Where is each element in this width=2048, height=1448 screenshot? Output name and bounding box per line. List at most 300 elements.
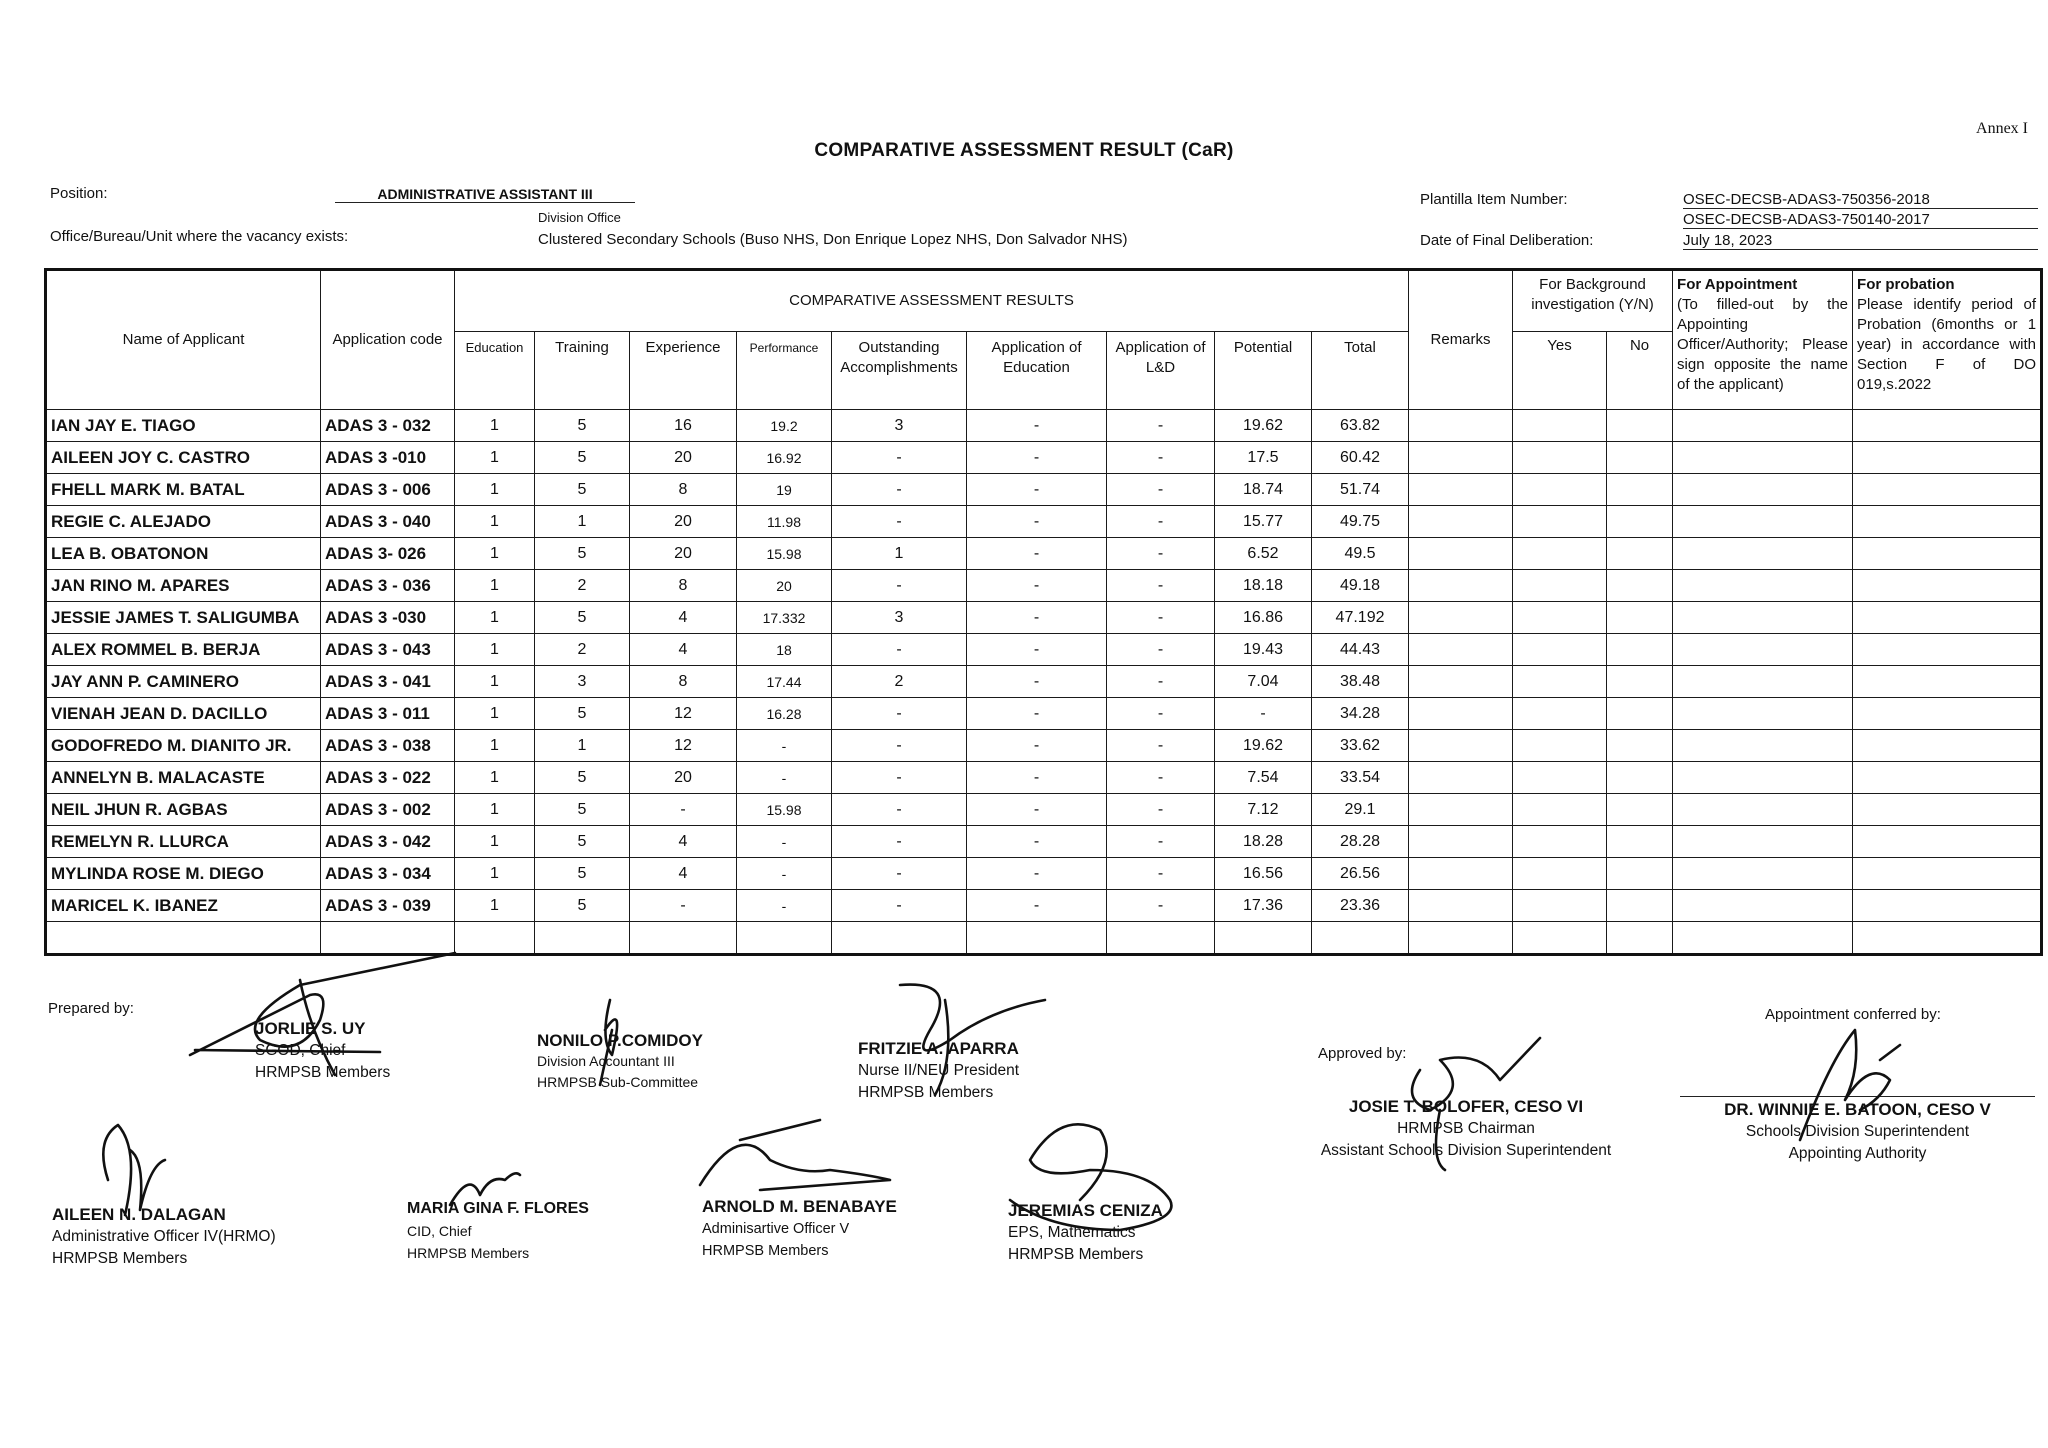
cell-yes	[1513, 474, 1607, 506]
table-row	[46, 666, 2042, 698]
cell-performance: 17.44	[737, 666, 832, 698]
cell-potential: 7.54	[1215, 762, 1312, 794]
cell-remarks	[1409, 730, 1513, 762]
cell-yes	[1513, 570, 1607, 602]
signatory-benabaye	[702, 1196, 897, 1262]
cell-name: VIENAH JEAN D. DACILLO	[46, 698, 321, 730]
cell-training: 5	[535, 602, 630, 634]
cell-name: GODOFREDO M. DIANITO JR.	[46, 730, 321, 762]
col-probation-header	[1853, 270, 2042, 410]
cell-total: 63.82	[1312, 410, 1409, 442]
cell-yes	[1513, 762, 1607, 794]
cell-total: 28.28	[1312, 826, 1409, 858]
cell-appointment	[1673, 602, 1853, 634]
signatory-title: Division Accountant III	[537, 1053, 675, 1069]
cell-yes	[1513, 794, 1607, 826]
cell-training: 5	[535, 794, 630, 826]
cell-experience: 20	[630, 442, 737, 474]
cell-experience: 4	[630, 634, 737, 666]
cell-outstanding: 1	[832, 538, 967, 570]
cell-app-education: -	[967, 762, 1107, 794]
cell-education: 1	[455, 442, 535, 474]
cell-app-ld: -	[1107, 698, 1215, 730]
cell-code: ADAS 3 - 043	[321, 634, 455, 666]
cell-name: FHELL MARK M. BATAL	[46, 474, 321, 506]
cell-outstanding: -	[832, 826, 967, 858]
table-row	[46, 634, 2042, 666]
appointment-text: (To filled-out by the Appointing Officer/Authority; Please sign opposite the name of the applicant)	[1677, 296, 1849, 393]
col-code-header: Application code	[321, 270, 455, 410]
col-appointment-header	[1673, 270, 1853, 410]
cell-education	[455, 922, 535, 955]
cell-potential: 16.56	[1215, 858, 1312, 890]
cell-remarks	[1409, 890, 1513, 922]
position-label: Position:	[50, 185, 108, 202]
cell-outstanding: -	[832, 474, 967, 506]
cell-yes	[1513, 442, 1607, 474]
cell-yes	[1513, 506, 1607, 538]
cell-training: 5	[535, 410, 630, 442]
cell-appointment	[1673, 634, 1853, 666]
table-row	[46, 890, 2042, 922]
cell-name: REMELYN R. LLURCA	[46, 826, 321, 858]
cell-code: ADAS 3 - 041	[321, 666, 455, 698]
cell-outstanding: -	[832, 890, 967, 922]
cell-probation	[1853, 666, 2042, 698]
cell-experience: 16	[630, 410, 737, 442]
prepared-by-label: Prepared by:	[48, 1000, 134, 1017]
deliberation-date: July 18, 2023	[1683, 232, 2038, 250]
appointment-title: For Appointment	[1677, 276, 1798, 293]
signatory-role: HRMPSB Members	[255, 1064, 391, 1081]
cell-probation	[1853, 730, 2042, 762]
table-body	[46, 410, 2042, 955]
cell-outstanding	[832, 922, 967, 955]
cell-training: 5	[535, 858, 630, 890]
cell-outstanding: 3	[832, 410, 967, 442]
cell-no	[1607, 922, 1673, 955]
col-education-header: Education	[455, 332, 535, 410]
cell-education: 1	[455, 666, 535, 698]
cell-app-ld: -	[1107, 890, 1215, 922]
cell-appointment	[1673, 570, 1853, 602]
cell-app-education: -	[967, 794, 1107, 826]
cell-total: 44.43	[1312, 634, 1409, 666]
cell-probation	[1853, 474, 2042, 506]
cell-experience: 4	[630, 826, 737, 858]
cell-total: 51.74	[1312, 474, 1409, 506]
signatory-role: HRMPSB Members	[702, 1243, 829, 1259]
cell-app-education: -	[967, 826, 1107, 858]
cell-potential: 18.18	[1215, 570, 1312, 602]
cell-appointment	[1673, 826, 1853, 858]
table-row	[46, 410, 2042, 442]
cell-performance: 11.98	[737, 506, 832, 538]
cell-appointment	[1673, 538, 1853, 570]
cell-no	[1607, 634, 1673, 666]
signatory-name: NONILO P.COMIDOY	[537, 1031, 703, 1050]
cell-app-education: -	[967, 410, 1107, 442]
cell-total: 38.48	[1312, 666, 1409, 698]
cell-appointment	[1673, 890, 1853, 922]
cell-performance: 18	[737, 634, 832, 666]
cell-no	[1607, 570, 1673, 602]
cell-total: 49.18	[1312, 570, 1409, 602]
signatory-title: Schools Division Superintendent	[1745, 1123, 1970, 1140]
cell-app-ld: -	[1107, 762, 1215, 794]
cell-app-education: -	[967, 506, 1107, 538]
cell-performance: -	[737, 858, 832, 890]
col-total-header: Total	[1312, 332, 1409, 410]
cell-experience	[630, 922, 737, 955]
col-background-header: For Background investigation (Y/N)	[1513, 270, 1673, 332]
plantilla-item-1: OSEC-DECSB-ADAS3-750356-2018	[1683, 191, 2038, 209]
col-remarks-header: Remarks	[1409, 270, 1513, 410]
cell-outstanding: -	[832, 506, 967, 538]
cell-training	[535, 922, 630, 955]
table-row	[46, 538, 2042, 570]
cell-app-education: -	[967, 858, 1107, 890]
cell-probation	[1853, 858, 2042, 890]
cell-probation	[1853, 794, 2042, 826]
cell-app-ld: -	[1107, 730, 1215, 762]
cell-potential: 17.36	[1215, 890, 1312, 922]
signatory-name: AILEEN N. DALAGAN	[52, 1205, 226, 1224]
cell-education: 1	[455, 890, 535, 922]
cell-remarks	[1409, 410, 1513, 442]
signatory-role: Assistant Schools Division Superintendent	[1320, 1142, 1612, 1159]
cell-app-ld: -	[1107, 474, 1215, 506]
cell-name: LEA B. OBATONON	[46, 538, 321, 570]
cell-remarks	[1409, 442, 1513, 474]
cell-code: ADAS 3 - 011	[321, 698, 455, 730]
col-yes-header: Yes	[1513, 332, 1607, 410]
cell-no	[1607, 474, 1673, 506]
col-outstanding-header: Outstanding Accomplishments	[832, 332, 967, 410]
signature-benabaye	[700, 1120, 890, 1190]
signatory-title: EPS, Mathematics	[1008, 1224, 1136, 1241]
cell-name: MYLINDA ROSE M. DIEGO	[46, 858, 321, 890]
col-app-ld-header: Application of L&D	[1107, 332, 1215, 410]
table-row	[46, 826, 2042, 858]
cell-outstanding: -	[832, 730, 967, 762]
signatory-title: Nurse II/NEU President	[858, 1062, 1020, 1079]
signatory-name: ARNOLD M. BENABAYE	[702, 1197, 897, 1216]
cell-training: 1	[535, 730, 630, 762]
cell-no	[1607, 538, 1673, 570]
cell-name	[46, 922, 321, 955]
col-no-header: No	[1607, 332, 1673, 410]
cell-yes	[1513, 698, 1607, 730]
table-row	[46, 794, 2042, 826]
table-row	[46, 698, 2042, 730]
col-training-header: Training	[535, 332, 630, 410]
signatory-title: CID, Chief	[407, 1223, 472, 1239]
cell-probation	[1853, 602, 2042, 634]
signatory-name: JORLIE S. UY	[255, 1019, 366, 1038]
cell-app-education: -	[967, 602, 1107, 634]
cell-outstanding: 2	[832, 666, 967, 698]
cell-code: ADAS 3 - 040	[321, 506, 455, 538]
cell-experience: -	[630, 794, 737, 826]
cell-total: 29.1	[1312, 794, 1409, 826]
cell-probation	[1853, 762, 2042, 794]
cell-experience: 8	[630, 666, 737, 698]
assessment-table	[44, 268, 2043, 956]
cell-training: 1	[535, 506, 630, 538]
cell-remarks	[1409, 634, 1513, 666]
cell-code: ADAS 3 - 039	[321, 890, 455, 922]
cell-education: 1	[455, 506, 535, 538]
cell-yes	[1513, 634, 1607, 666]
cell-performance: -	[737, 730, 832, 762]
cell-potential: 19.62	[1215, 410, 1312, 442]
plantilla-label: Plantilla Item Number:	[1420, 191, 1568, 208]
cell-no	[1607, 730, 1673, 762]
signature-dalagan	[103, 1125, 165, 1215]
cell-education: 1	[455, 410, 535, 442]
cell-code: ADAS 3 - 042	[321, 826, 455, 858]
cell-education: 1	[455, 762, 535, 794]
signatory-role: HRMPSB Members	[52, 1250, 188, 1267]
signatory-title: Adminisartive Officer V	[702, 1221, 850, 1237]
cell-app-ld: -	[1107, 410, 1215, 442]
col-performance-header: Performance	[737, 332, 832, 410]
cell-experience: 12	[630, 698, 737, 730]
cell-appointment	[1673, 442, 1853, 474]
cell-probation	[1853, 442, 2042, 474]
table-row	[46, 442, 2042, 474]
cell-total: 49.5	[1312, 538, 1409, 570]
cell-yes	[1513, 826, 1607, 858]
cell-yes	[1513, 538, 1607, 570]
cell-app-education: -	[967, 890, 1107, 922]
cell-remarks	[1409, 666, 1513, 698]
cell-experience: 12	[630, 730, 737, 762]
cell-appointment	[1673, 762, 1853, 794]
cell-total: 60.42	[1312, 442, 1409, 474]
cell-app-ld: -	[1107, 570, 1215, 602]
signatory-name: JOSIE T. BOLOFER, CESO VI	[1348, 1097, 1584, 1116]
signatory-uy	[255, 1018, 390, 1084]
cell-education: 1	[455, 730, 535, 762]
cell-total: 23.36	[1312, 890, 1409, 922]
col-experience-header: Experience	[630, 332, 737, 410]
plantilla-item-2: OSEC-DECSB-ADAS3-750140-2017	[1683, 211, 2038, 229]
cell-appointment	[1673, 474, 1853, 506]
approved-by-label: Approved by:	[1318, 1045, 1407, 1062]
table-row	[46, 762, 2042, 794]
cell-potential	[1215, 922, 1312, 955]
cell-education: 1	[455, 858, 535, 890]
signatory-batoon	[1680, 1096, 2035, 1165]
signatory-ceniza	[1008, 1200, 1163, 1266]
signatory-role: HRMPSB Members	[1008, 1246, 1144, 1263]
cell-appointment	[1673, 922, 1853, 955]
cell-outstanding: -	[832, 762, 967, 794]
cell-potential: 7.12	[1215, 794, 1312, 826]
cell-app-education: -	[967, 634, 1107, 666]
cell-remarks	[1409, 570, 1513, 602]
cell-education: 1	[455, 474, 535, 506]
cell-training: 5	[535, 890, 630, 922]
signatory-name: JEREMIAS CENIZA	[1008, 1201, 1163, 1220]
cell-probation	[1853, 410, 2042, 442]
cell-experience: 4	[630, 602, 737, 634]
cell-performance: 16.92	[737, 442, 832, 474]
cell-code: ADAS 3 - 034	[321, 858, 455, 890]
cell-potential: 19.43	[1215, 634, 1312, 666]
cell-app-education: -	[967, 666, 1107, 698]
cell-name: IAN JAY E. TIAGO	[46, 410, 321, 442]
table-row	[46, 730, 2042, 762]
cell-code: ADAS 3 - 032	[321, 410, 455, 442]
cell-code: ADAS 3 -030	[321, 602, 455, 634]
cell-education: 1	[455, 698, 535, 730]
cell-app-ld: -	[1107, 666, 1215, 698]
cell-outstanding: -	[832, 794, 967, 826]
cell-training: 5	[535, 442, 630, 474]
signatory-role: HRMPSB Sub-Committee	[537, 1074, 699, 1090]
cell-experience: 20	[630, 762, 737, 794]
cell-experience: -	[630, 890, 737, 922]
cell-education: 1	[455, 634, 535, 666]
cell-code: ADAS 3 -010	[321, 442, 455, 474]
cell-probation	[1853, 634, 2042, 666]
cell-total: 47.192	[1312, 602, 1409, 634]
col-name-header: Name of Applicant	[46, 270, 321, 410]
cell-app-education: -	[967, 538, 1107, 570]
signatory-flores	[407, 1198, 589, 1264]
cell-no	[1607, 890, 1673, 922]
cell-app-education: -	[967, 442, 1107, 474]
cell-outstanding: -	[832, 698, 967, 730]
cell-performance: 16.28	[737, 698, 832, 730]
office-label: Office/Bureau/Unit where the vacancy exists:	[50, 228, 349, 245]
cell-probation	[1853, 922, 2042, 955]
cell-probation	[1853, 826, 2042, 858]
signatory-aparra	[858, 1038, 1019, 1104]
cell-name: JAY ANN P. CAMINERO	[46, 666, 321, 698]
cell-remarks	[1409, 762, 1513, 794]
cell-no	[1607, 506, 1673, 538]
probation-title: For probation	[1857, 276, 1955, 293]
cell-app-ld: -	[1107, 858, 1215, 890]
cell-training: 5	[535, 474, 630, 506]
cell-yes	[1513, 922, 1607, 955]
cell-yes	[1513, 602, 1607, 634]
cell-performance: -	[737, 762, 832, 794]
cell-performance: -	[737, 826, 832, 858]
office-line2: Clustered Secondary Schools (Buso NHS, Don Enrique Lopez NHS, Don Salvador NHS)	[538, 231, 1128, 248]
signatory-title: HRMPSB Chairman	[1397, 1120, 1535, 1137]
cell-training: 2	[535, 634, 630, 666]
cell-appointment	[1673, 730, 1853, 762]
cell-potential: 19.62	[1215, 730, 1312, 762]
signatory-role: Appointing Authority	[1788, 1145, 1927, 1162]
appointment-conferred-label: Appointment conferred by:	[1765, 1006, 1941, 1023]
cell-appointment	[1673, 506, 1853, 538]
cell-no	[1607, 602, 1673, 634]
cell-app-ld: -	[1107, 506, 1215, 538]
annex-label: Annex I	[1976, 120, 2028, 137]
cell-performance: 19	[737, 474, 832, 506]
cell-yes	[1513, 890, 1607, 922]
signatory-title: Administrative Officer IV(HRMO)	[52, 1228, 276, 1245]
signatory-name: DR. WINNIE E. BATOON, CESO V	[1680, 1096, 2035, 1121]
cell-potential: 16.86	[1215, 602, 1312, 634]
cell-probation	[1853, 538, 2042, 570]
probation-text: Please identify period of Probation (6months or 1 year) in accordance with Section F of DO 019,s.2022	[1857, 296, 2037, 393]
cell-code: ADAS 3 - 038	[321, 730, 455, 762]
cell-probation	[1853, 698, 2042, 730]
table-row	[46, 858, 2042, 890]
table-row	[46, 602, 2042, 634]
table-row	[46, 922, 2042, 955]
cell-potential: -	[1215, 698, 1312, 730]
cell-no	[1607, 794, 1673, 826]
cell-remarks	[1409, 602, 1513, 634]
cell-name: JESSIE JAMES T. SALIGUMBA	[46, 602, 321, 634]
cell-education: 1	[455, 570, 535, 602]
cell-app-education	[967, 922, 1107, 955]
cell-experience: 8	[630, 570, 737, 602]
cell-no	[1607, 858, 1673, 890]
cell-remarks	[1409, 922, 1513, 955]
cell-yes	[1513, 730, 1607, 762]
cell-app-ld: -	[1107, 442, 1215, 474]
cell-yes	[1513, 410, 1607, 442]
cell-training: 5	[535, 826, 630, 858]
table-row	[46, 570, 2042, 602]
table-row	[46, 506, 2042, 538]
signatory-name: MARIA GINA F. FLORES	[407, 1200, 589, 1217]
cell-name: JAN RINO M. APARES	[46, 570, 321, 602]
signatory-name: FRITZIE A. APARRA	[858, 1039, 1019, 1058]
cell-remarks	[1409, 794, 1513, 826]
cell-outstanding: -	[832, 858, 967, 890]
cell-code: ADAS 3 - 022	[321, 762, 455, 794]
cell-app-education: -	[967, 698, 1107, 730]
cell-name: NEIL JHUN R. AGBAS	[46, 794, 321, 826]
cell-remarks	[1409, 826, 1513, 858]
cell-experience: 20	[630, 506, 737, 538]
cell-performance: 15.98	[737, 794, 832, 826]
cell-app-ld: -	[1107, 602, 1215, 634]
signatory-dalagan	[52, 1204, 276, 1270]
cell-experience: 8	[630, 474, 737, 506]
cell-performance: 17.332	[737, 602, 832, 634]
cell-no	[1607, 442, 1673, 474]
cell-app-ld: -	[1107, 538, 1215, 570]
cell-code	[321, 922, 455, 955]
cell-appointment	[1673, 666, 1853, 698]
cell-outstanding: -	[832, 634, 967, 666]
cell-total: 33.62	[1312, 730, 1409, 762]
deliberation-label: Date of Final Deliberation:	[1420, 232, 1594, 249]
cell-no	[1607, 410, 1673, 442]
cell-performance: 15.98	[737, 538, 832, 570]
table-row	[46, 474, 2042, 506]
cell-performance: 20	[737, 570, 832, 602]
document-title: COMPARATIVE ASSESSMENT RESULT (CaR)	[814, 140, 1234, 161]
cell-appointment	[1673, 698, 1853, 730]
cell-probation	[1853, 506, 2042, 538]
signatory-bolofer	[1316, 1096, 1616, 1162]
cell-potential: 18.74	[1215, 474, 1312, 506]
cell-appointment	[1673, 410, 1853, 442]
cell-app-ld: -	[1107, 794, 1215, 826]
